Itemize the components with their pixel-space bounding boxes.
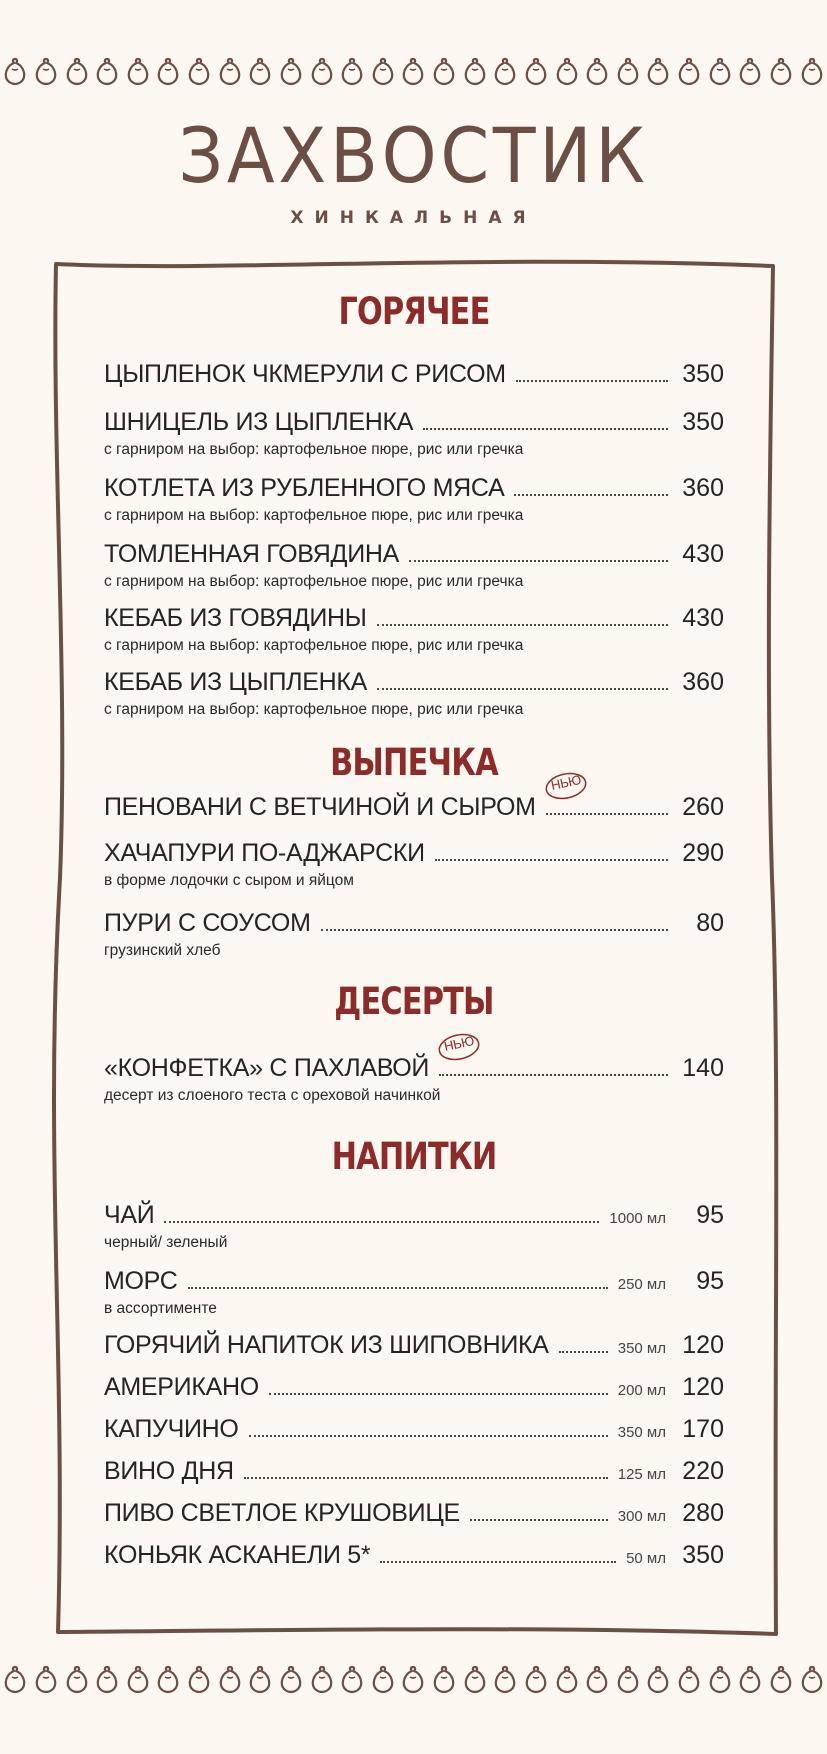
menu-item	[104, 1538, 724, 1570]
new-badge	[544, 771, 588, 801]
item-name: ЦЫПЛЕНОК ЧКМЕРУЛИ С РИСОМ	[104, 360, 506, 388]
item-description: десерт из слоеного теста с ореховой начинкой	[104, 1087, 441, 1104]
dot-leader	[244, 1477, 608, 1479]
dumpling-icon	[218, 56, 242, 86]
logo-title: ЗАХВОСТИК	[178, 111, 649, 200]
top-dumpling-border	[0, 54, 827, 88]
menu-item	[104, 836, 724, 890]
item-price: 430	[682, 540, 724, 568]
dumpling-icon	[310, 56, 334, 86]
dumpling-icon	[34, 1664, 58, 1694]
dumpling-icon	[279, 56, 303, 86]
menu-item	[104, 601, 724, 655]
dumpling-icon	[432, 1664, 456, 1694]
item-volume: 250 мл	[617, 1276, 666, 1293]
dumpling-icon	[371, 1664, 395, 1694]
item-price: 350	[682, 360, 724, 388]
dumpling-icon	[218, 1664, 242, 1694]
item-name: КОТЛЕТА ИЗ РУБЛЕННОГО МЯСА	[104, 474, 505, 502]
item-name: КАПУЧИНО	[104, 1415, 239, 1443]
item-name: КЕБАБ ИЗ ГОВЯДИНЫ	[104, 604, 367, 632]
dumpling-icon	[524, 56, 548, 86]
item-volume: 125 мл	[617, 1466, 666, 1483]
item-price: 350	[682, 1541, 724, 1569]
dumpling-icon	[769, 1664, 793, 1694]
dumpling-icon	[340, 56, 364, 86]
dumpling-icon	[677, 56, 701, 86]
dumpling-icon	[3, 1664, 27, 1694]
section-title-drinks: НАПИТКИ	[331, 1135, 497, 1178]
logo	[0, 111, 827, 228]
dumpling-icon	[3, 56, 27, 86]
dumpling-icon	[616, 56, 640, 86]
dumpling-icon	[65, 1664, 89, 1694]
dumpling-icon	[156, 1664, 180, 1694]
dot-leader	[516, 380, 668, 382]
item-price: 290	[682, 839, 724, 867]
menu-item	[104, 1033, 724, 1105]
dumpling-icon	[524, 1664, 548, 1694]
item-volume: 1000 мл	[609, 1210, 666, 1227]
dot-leader	[188, 1287, 608, 1289]
dumpling-icon	[65, 56, 89, 86]
dumpling-icon	[738, 1664, 762, 1694]
dumpling-icon	[95, 1664, 119, 1694]
item-price: 170	[682, 1415, 724, 1443]
dot-leader	[380, 1561, 616, 1563]
dumpling-icon	[585, 56, 609, 86]
menu-item	[104, 772, 724, 822]
item-volume: 350 мл	[617, 1424, 666, 1441]
menu-item	[104, 1328, 724, 1360]
dumpling-icon	[463, 1664, 487, 1694]
item-name	[104, 772, 583, 822]
dumpling-icon	[646, 56, 670, 86]
item-volume: 200 мл	[617, 1382, 666, 1399]
item-name-text: ПЕНОВАНИ С ВЕТЧИНОЙ И СЫРОМ	[104, 793, 536, 821]
dumpling-icon	[555, 56, 579, 86]
dot-leader	[435, 859, 668, 861]
item-volume: 350 мл	[617, 1340, 666, 1357]
item-price: 280	[682, 1499, 724, 1527]
dot-leader	[423, 428, 668, 430]
dumpling-icon	[432, 56, 456, 86]
dumpling-icon	[248, 1664, 272, 1694]
logo-subtitle: ХИНКАЛЬНАЯ	[290, 208, 537, 228]
dumpling-icon	[310, 1664, 334, 1694]
item-name: АМЕРИКАНО	[104, 1373, 259, 1401]
item-description: с гарниром на выбор: картофельное пюре, рис или гречка	[104, 701, 524, 718]
item-price: 95	[696, 1201, 724, 1229]
dot-leader	[321, 929, 668, 931]
item-price: 80	[696, 909, 724, 937]
bottom-dumpling-border	[0, 1662, 827, 1696]
item-price: 140	[682, 1054, 724, 1082]
dot-leader	[559, 1351, 608, 1353]
dumpling-icon	[738, 56, 762, 86]
item-description: с гарниром на выбор: картофельное пюре, рис или гречка	[104, 573, 524, 590]
dot-leader	[249, 1435, 608, 1437]
item-price: 430	[682, 604, 724, 632]
dumpling-icon	[555, 1664, 579, 1694]
menu-item	[104, 405, 724, 459]
item-name: МОРС	[104, 1267, 178, 1295]
dumpling-icon	[800, 1664, 824, 1694]
item-price: 95	[696, 1267, 724, 1295]
item-description: грузинский хлеб	[104, 942, 221, 959]
dot-leader	[439, 1074, 668, 1076]
item-price: 360	[682, 668, 724, 696]
new-badge-label: НЬЮ	[549, 772, 583, 793]
dumpling-icon	[646, 1664, 670, 1694]
item-price: 260	[682, 793, 724, 821]
dumpling-icon	[126, 56, 150, 86]
dumpling-icon	[800, 56, 824, 86]
item-description: черный/ зеленый	[104, 1234, 228, 1251]
dumpling-icon	[34, 56, 58, 86]
item-volume: 50 мл	[626, 1550, 666, 1567]
item-description: с гарниром на выбор: картофельное пюре, рис или гречка	[104, 637, 524, 654]
dumpling-icon	[616, 1664, 640, 1694]
item-name: ТОМЛЕННАЯ ГОВЯДИНА	[104, 540, 399, 568]
section-title-hot: ГОРЯЧЕЕ	[338, 290, 490, 333]
menu-item	[104, 1454, 724, 1486]
menu-item	[104, 1412, 724, 1444]
item-description: в форме лодочки с сыром и яйцом	[104, 872, 354, 889]
dot-leader	[470, 1519, 608, 1521]
dumpling-icon	[156, 56, 180, 86]
dot-leader	[514, 494, 668, 496]
dot-leader	[409, 560, 668, 562]
item-description: с гарниром на выбор: картофельное пюре, рис или гречка	[104, 441, 524, 458]
item-price: 220	[682, 1457, 724, 1485]
section-title-desserts: ДЕСЕРТЫ	[334, 980, 494, 1023]
dumpling-icon	[279, 1664, 303, 1694]
menu-item	[104, 1496, 724, 1528]
item-name: ЧАЙ	[104, 1201, 155, 1229]
item-price: 120	[682, 1331, 724, 1359]
item-name: ПИВО СВЕТЛОЕ КРУШОВИЦЕ	[104, 1499, 460, 1527]
dumpling-icon	[493, 1664, 517, 1694]
menu-item	[104, 1370, 724, 1402]
item-name: ХАЧАПУРИ ПО-АДЖАРСКИ	[104, 839, 425, 867]
item-volume: 300 мл	[617, 1508, 666, 1525]
dot-leader	[546, 813, 668, 815]
item-description: с гарниром на выбор: картофельное пюре, рис или гречка	[104, 507, 524, 524]
item-name: ГОРЯЧИЙ НАПИТОК ИЗ ШИПОВНИКА	[104, 1331, 549, 1359]
dumpling-icon	[187, 1664, 211, 1694]
dot-leader	[377, 624, 668, 626]
item-description: в ассортименте	[104, 1300, 217, 1317]
item-price: 360	[682, 474, 724, 502]
menu-content	[104, 290, 724, 1570]
dumpling-icon	[248, 56, 272, 86]
item-name: ПУРИ С СОУСОМ	[104, 909, 311, 937]
item-name: КОНЬЯК АСКАНЕЛИ 5*	[104, 1541, 371, 1569]
menu-item	[104, 357, 724, 389]
item-name	[104, 1033, 476, 1083]
dumpling-icon	[677, 1664, 701, 1694]
item-name: ВИНО ДНЯ	[104, 1457, 234, 1485]
dumpling-icon	[371, 56, 395, 86]
dumpling-icon	[126, 1664, 150, 1694]
dumpling-icon	[585, 1664, 609, 1694]
dumpling-icon	[463, 56, 487, 86]
menu-item	[104, 1198, 724, 1252]
new-badge	[437, 1032, 481, 1062]
dumpling-icon	[401, 1664, 425, 1694]
dot-leader	[269, 1393, 608, 1395]
menu-item	[104, 665, 724, 719]
dot-leader	[377, 688, 668, 690]
dumpling-icon	[708, 1664, 732, 1694]
item-name: ШНИЦЕЛЬ ИЗ ЦЫПЛЕНКА	[104, 408, 414, 436]
item-price: 120	[682, 1373, 724, 1401]
item-price: 350	[682, 408, 724, 436]
dot-leader	[164, 1221, 599, 1223]
menu-item	[104, 1264, 724, 1318]
dumpling-icon	[493, 56, 517, 86]
section-title-bakery: ВЫПЕЧКА	[330, 741, 498, 784]
dumpling-icon	[769, 56, 793, 86]
dumpling-icon	[340, 1664, 364, 1694]
new-badge-label: НЬЮ	[442, 1033, 476, 1054]
dumpling-icon	[401, 56, 425, 86]
item-name-text: «КОНФЕТКА» С ПАХЛАВОЙ	[104, 1054, 430, 1082]
item-name: КЕБАБ ИЗ ЦЫПЛЕНКА	[104, 668, 368, 696]
menu-item	[104, 471, 724, 525]
menu-item	[104, 537, 724, 591]
menu-item	[104, 906, 724, 960]
dumpling-icon	[95, 56, 119, 86]
dumpling-icon	[708, 56, 732, 86]
dumpling-icon	[187, 56, 211, 86]
